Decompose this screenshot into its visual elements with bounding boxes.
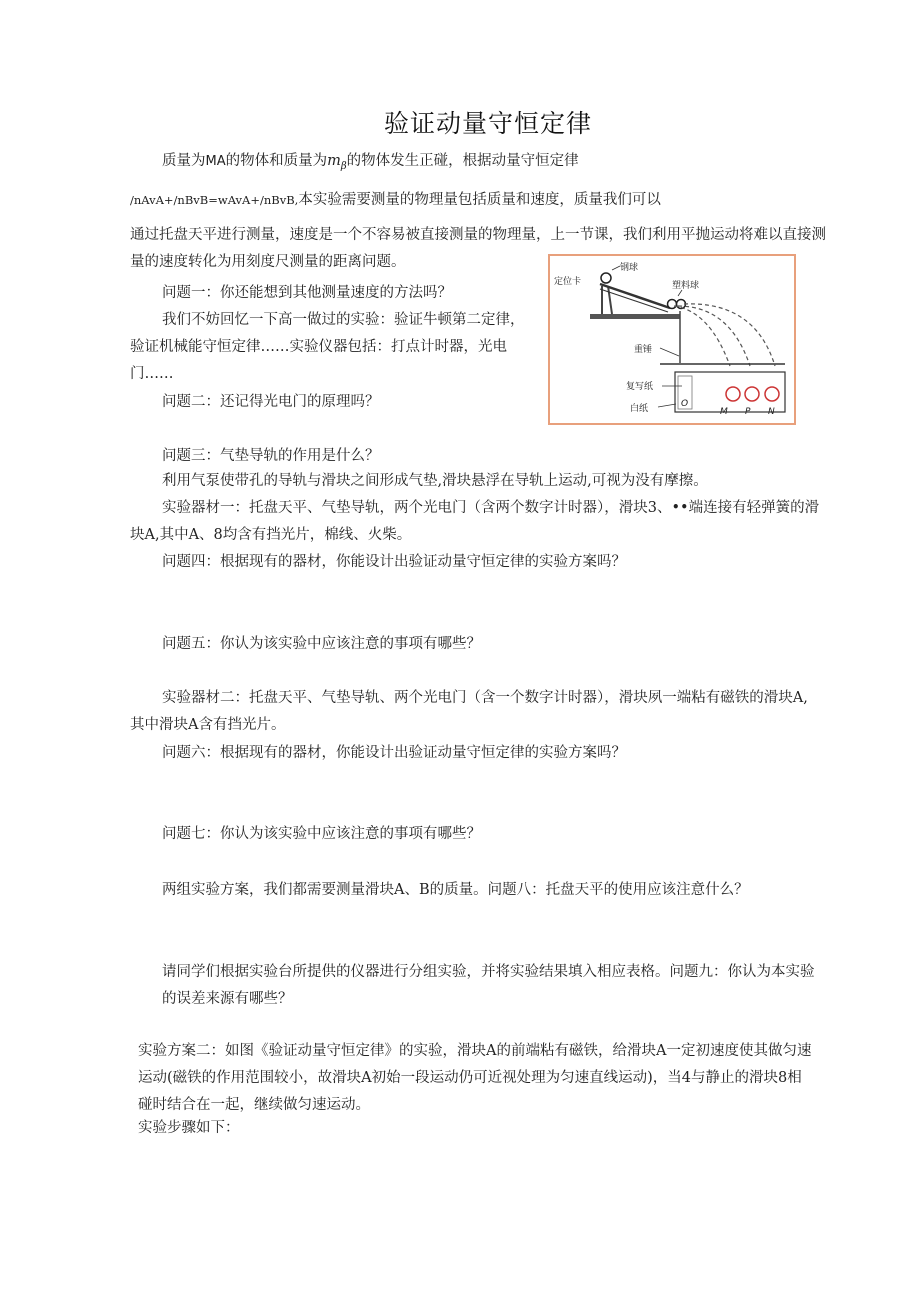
mark-m: M	[720, 407, 728, 417]
question-3-answer: 利用气泵使带孔的导轨与滑块之间形成气垫,滑块悬浮在导轨上运动,可视为没有摩擦。	[162, 473, 708, 489]
intro-line-3: 通过托盘天平进行测量，速度是一个不容易被直接测量的物理量，上一节课，我们利用平抛运动将难以直接测	[130, 227, 826, 243]
ramp-base	[590, 314, 680, 319]
trajectory-n	[684, 304, 775, 366]
label-plastic-ball: 塑料球	[672, 281, 700, 291]
mark-p: P	[745, 407, 751, 417]
trajectory-m	[674, 306, 730, 366]
ramp-support-2	[608, 286, 612, 314]
label-locator: 定位卡	[554, 277, 582, 287]
steel-ball	[601, 273, 611, 283]
mark-o: O	[681, 399, 689, 409]
plastic-ball	[668, 300, 677, 309]
question-1: 问题一：你还能想到其他测量速度的方法吗？	[162, 285, 452, 301]
landing-mark-p	[745, 387, 759, 401]
label-plumb: 重锤	[634, 345, 653, 355]
question-9-line-1: 请同学们根据实验台所提供的仪器进行分组实验，并将实验结果填入相应表格。问题九：你认为本实验	[162, 964, 815, 980]
experiment-figure	[548, 254, 796, 425]
scheme-2-line-3: 碰时结合在一起，继续做匀速运动。	[138, 1097, 370, 1113]
trajectory-p	[678, 306, 750, 366]
mark-n: N	[768, 407, 775, 417]
label-white-paper: 白纸	[630, 404, 649, 414]
recall-line-2: 验证机械能守恒定律……实验仪器包括：打点计时器，光电	[130, 339, 507, 355]
equipment-1-line-2: 块A,其中A、8均含有挡光片，棉线、火柴。	[130, 527, 412, 543]
landing-mark-m	[726, 387, 740, 401]
question-2: 问题二：还记得光电门的原理吗？	[162, 394, 380, 410]
recall-line-1: 我们不妨回忆一下高一做过的实验：验证牛顿第二定律，	[162, 312, 525, 328]
intro-line-2	[130, 190, 661, 210]
apparatus-diagram	[550, 256, 794, 423]
intro-line-4: 量的速度转化为用刻度尺测量的距离问题。	[130, 254, 406, 270]
equipment-2-line-2: 其中滑块A含有挡光片。	[130, 717, 286, 733]
equipment-2-line-1: 实验器材二：托盘天平、气垫导轨、两个光电门（含一个数字计时器），滑块夙一端粘有磁铁的滑块A,	[162, 690, 808, 706]
scheme-2-line-2: 运动(磁铁的作用范围较小，故滑块A初始一段运动仍可近视处理为匀速直线运动)，当4与静止的滑块8相	[138, 1070, 802, 1086]
intro-text-a: 质量为	[162, 153, 206, 169]
question-9-line-2: 的误差来源有哪些？	[162, 991, 293, 1007]
question-3: 问题三：气垫导轨的作用是什么？	[162, 448, 380, 464]
mass-b-symbol: m	[327, 153, 341, 169]
pointer-steel	[612, 266, 620, 270]
pointer-plumb	[660, 348, 679, 356]
question-6: 问题六：根据现有的器材，你能设计出验证动量守恒定律的实验方案吗？	[162, 745, 626, 761]
landing-mark-n	[765, 387, 779, 401]
scheme-2-line-4: 实验步骤如下：	[138, 1120, 240, 1136]
recall-line-3: 门……	[130, 366, 174, 382]
question-4: 问题四：根据现有的器材，你能设计出验证动量守恒定律的实验方案吗？	[162, 554, 626, 570]
mass-a-symbol: MA	[205, 154, 226, 169]
mass-b-subscript: β	[340, 160, 347, 172]
intro-text-b: 的物体和质量为	[225, 153, 328, 169]
pointer-white	[658, 404, 676, 407]
momentum-formula: /nAvA+/nBvB=wAvA+/nBvB,	[130, 193, 299, 207]
intro-line-2-text: 本实验需要测量的物理量包括质量和速度，质量我们可以	[298, 192, 661, 208]
label-steel-ball: 钢球	[620, 263, 639, 273]
question-5: 问题五：你认为该实验中应该注意的事项有哪些？	[162, 636, 481, 652]
intro-line-1	[162, 151, 579, 177]
intro-text-c: 的物体发生正碰，根据动量守恒定律	[346, 153, 579, 169]
document-title: 验证动量守恒定律	[383, 109, 592, 138]
label-carbon-paper: 复写纸	[626, 382, 654, 392]
equipment-1-line-1: 实验器材一：托盘天平、气垫导轨，两个光电门（含两个数字计时器），滑块3、••端连接有轻弹簧的滑	[162, 500, 820, 516]
question-8-line: 两组实验方案，我们都需要测量滑块A、B的质量。问题八：托盘天平的使用应该注意什么？	[162, 882, 749, 898]
question-7: 问题七：你认为该实验中应该注意的事项有哪些？	[162, 826, 481, 842]
scheme-2-line-1: 实验方案二：如图《验证动量守恒定律》的实验，滑块A的前端粘有磁铁，给滑块A一定初速度使其做匀速	[138, 1043, 812, 1059]
